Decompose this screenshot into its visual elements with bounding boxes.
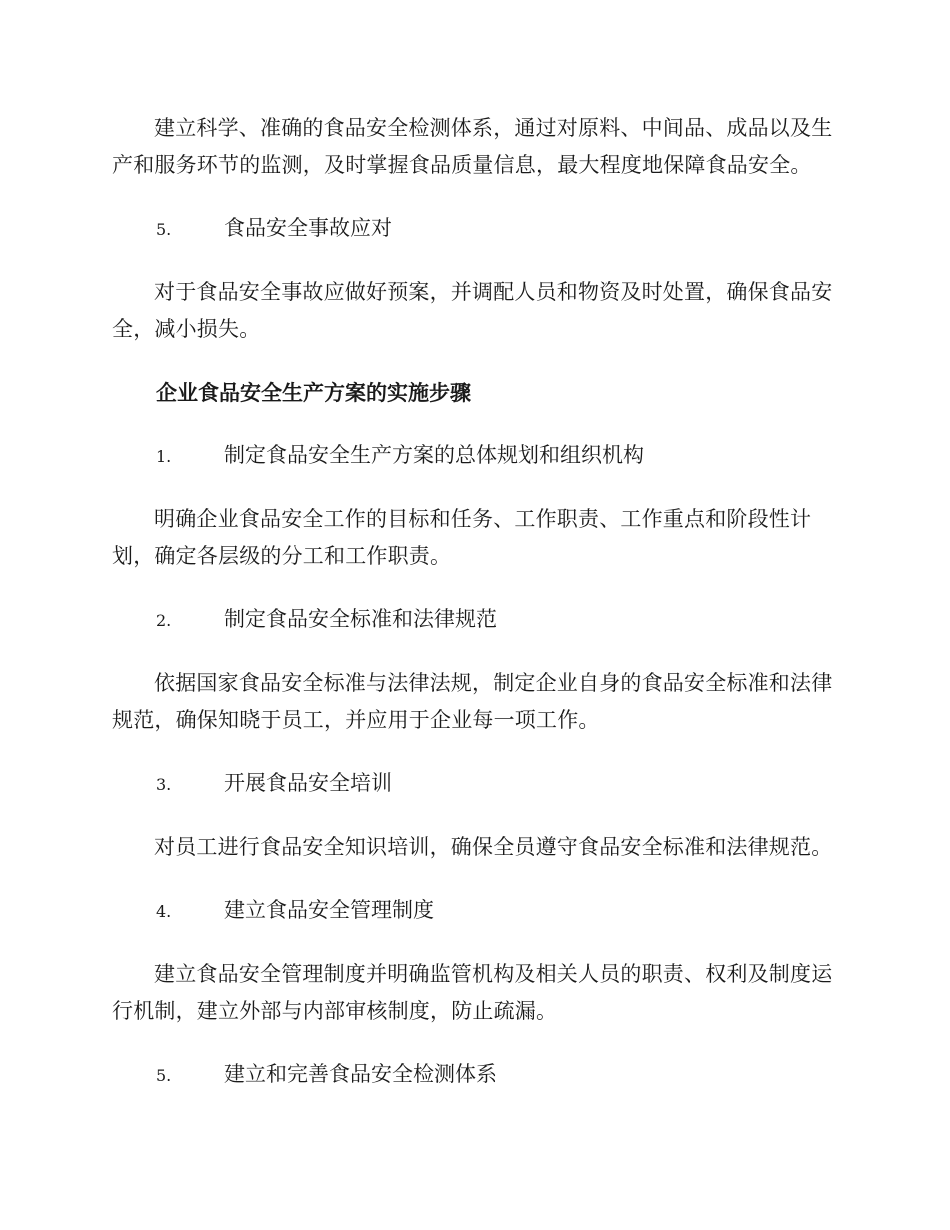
list-item-title: 制定食品安全标准和法律规范 xyxy=(224,607,497,631)
list-number: 4. xyxy=(156,902,172,921)
list-item-title: 建立食品安全管理制度 xyxy=(224,898,434,922)
paragraph-planning: 明确企业食品安全工作的目标和任务、工作职责、工作重点和阶段性计划，确定各层级的分工和工作职责。 xyxy=(112,507,812,568)
list-item-management-system xyxy=(112,892,842,930)
list-number: 5. xyxy=(156,1066,172,1085)
list-item-overall-planning xyxy=(112,437,842,475)
list-item-accident-response xyxy=(112,210,842,248)
paragraph-accident-response: 对于食品安全事故应做好预案，并调配人员和物资及时处置，确保食品安全，减小损失。 xyxy=(112,280,833,341)
document-page xyxy=(112,110,842,1120)
list-item-standards xyxy=(112,601,842,639)
list-item-title: 制定食品安全生产方案的总体规划和组织机构 xyxy=(224,443,644,467)
list-item-title: 开展食品安全培训 xyxy=(224,771,392,795)
list-number: 5. xyxy=(156,220,172,239)
list-item-title: 建立和完善食品安全检测体系 xyxy=(224,1062,497,1086)
list-item-training xyxy=(112,765,842,803)
paragraph-management: 建立食品安全管理制度并明确监管机构及相关人员的职责、权利及制度运行机制，建立外部与内部审核制度，防止疏漏。 xyxy=(112,962,833,1023)
list-item-detection-system xyxy=(112,1056,842,1094)
section-heading: 企业食品安全生产方案的实施步骤 xyxy=(156,380,471,405)
paragraph-standards: 依据国家食品安全标准与法律法规，制定企业自身的食品安全标准和法律规范，确保知晓于员工，并应用于企业每一项工作。 xyxy=(112,671,833,732)
paragraph-detection-system: 建立科学、准确的食品安全检测体系，通过对原料、中间品、成品以及生产和服务环节的监测，及时掌握食品质量信息，最大程度地保障食品安全。 xyxy=(112,116,833,177)
list-number: 2. xyxy=(156,611,172,630)
paragraph-training: 对员工进行食品安全知识培训，确保全员遵守食品安全标准和法律规范。 xyxy=(154,835,833,859)
list-item-title: 食品安全事故应对 xyxy=(224,216,392,240)
list-number: 1. xyxy=(156,447,172,466)
list-number: 3. xyxy=(156,775,172,794)
